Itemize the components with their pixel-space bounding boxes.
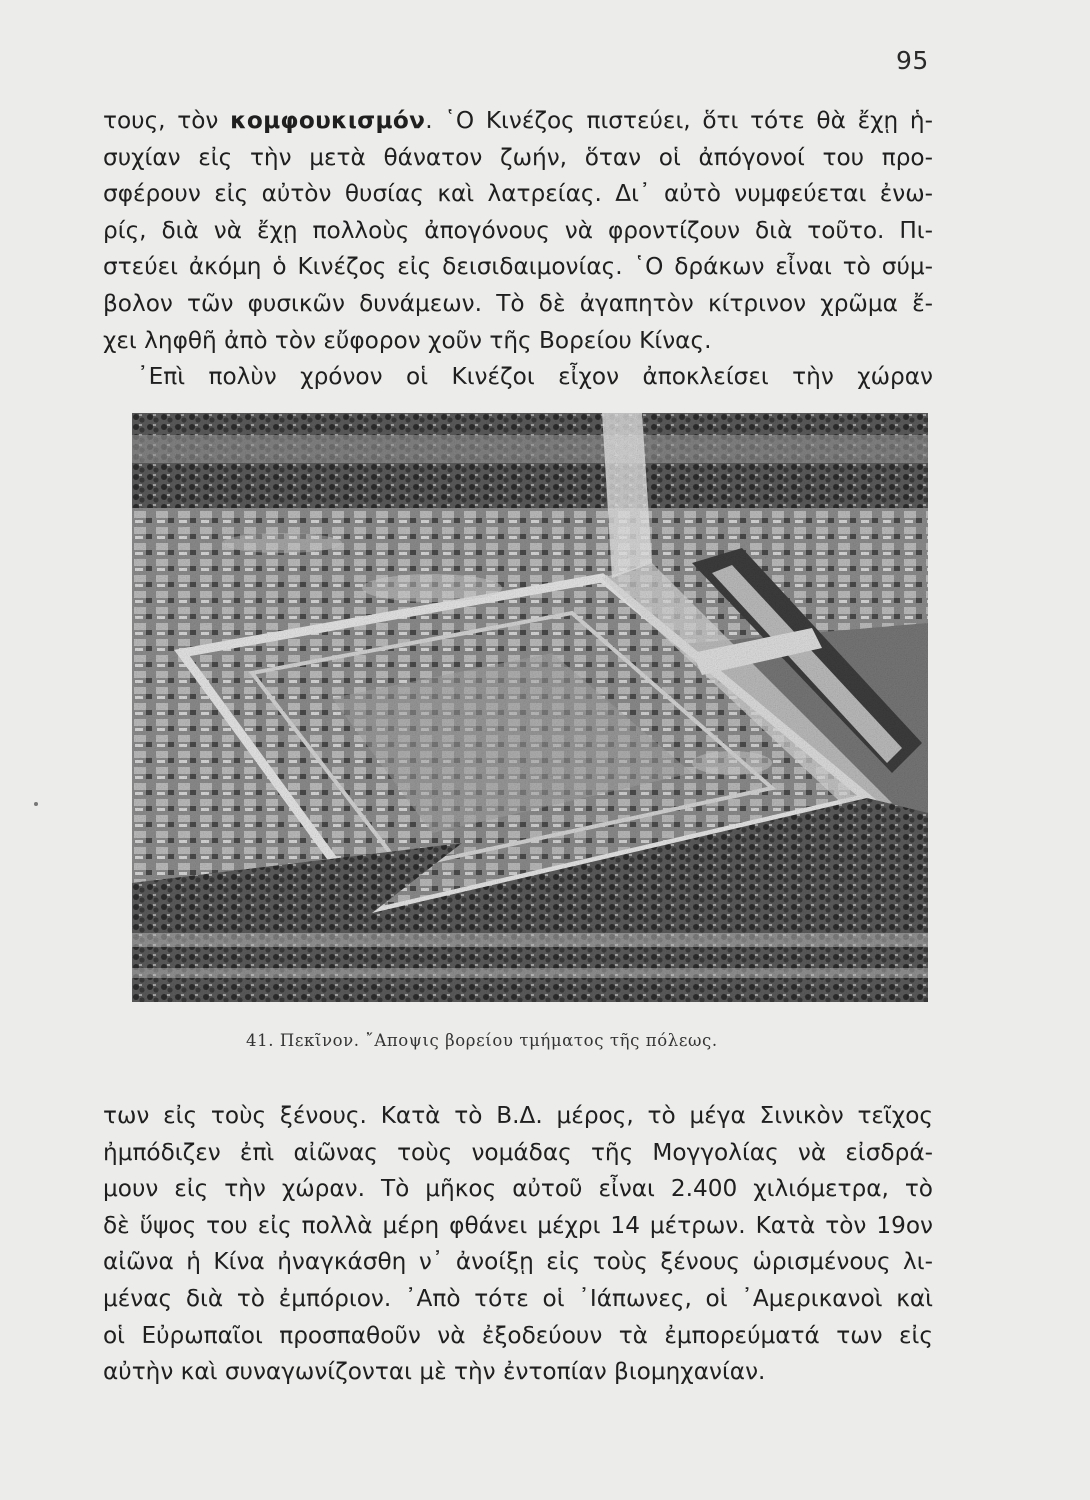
text-line bbox=[103, 103, 933, 140]
text-segment: τους, τὸν bbox=[103, 107, 231, 134]
text-line: ᾽Επὶ πολὺν χρόνον οἱ Κινέζοι εἶχον ἀποκλείσει τὴν χώραν bbox=[137, 363, 933, 391]
text-line: βολον τῶν φυσικῶν δυνάμεων. Τὸ δὲ ἀγαπητὸν κίτρινον χρῶμα ἔ- bbox=[103, 289, 933, 317]
aerial-photo-figure bbox=[132, 413, 928, 1002]
figure-caption: 41. Πεκῖνον. ῎Αποψις βορείου τμήματος τῆς πόλεως. bbox=[246, 1031, 718, 1050]
text-line: ἠμπόδιζεν ἐπὶ αἰῶνας τοὺς νομάδας τῆς Μογγολίας νὰ εἰσδρά- bbox=[103, 1138, 933, 1166]
text-line: αἰῶνα ἡ Κίνα ἠναγκάσθη ν᾽ ἀνοίξῃ εἰς τοὺς ξένους ὡρισμένους λι- bbox=[103, 1248, 933, 1276]
text-line: σφέρουν εἰς αὐτὸν θυσίας καὶ λατρείας. Δι᾽ αὐτὸ νυμφεύεται ἐνω- bbox=[103, 180, 933, 208]
text-line: αὐτὴν καὶ συναγωνίζονται μὲ τὴν ἐντοπίαν βιομηχανίαν. bbox=[103, 1358, 766, 1386]
text-line: μένας διὰ τὸ ἐμπόριον. ᾽Απὸ τότε οἱ ᾽Ιάπωνες, οἱ ᾽Αμερικανοὶ καὶ bbox=[103, 1284, 933, 1312]
text-line: δὲ ὕψος του εἰς πολλὰ μέρη φθάνει μέχρι 14 μέτρων. Κατὰ τὸν 19ον bbox=[103, 1211, 933, 1239]
text-line: στεύει ἀκόμη ὁ Κινέζος εἰς δεισιδαιμονίας. ῾Ο δράκων εἶναι τὸ σύμ- bbox=[103, 253, 933, 281]
bottom-paragraph bbox=[103, 1098, 933, 1391]
margin-speck bbox=[34, 802, 38, 806]
aerial-photo bbox=[132, 413, 928, 1002]
text-line: οἱ Εὐρωπαῖοι προσπαθοῦν νὰ ἐξοδεύουν τὰ ἐμπορεύματά των εἰς bbox=[103, 1321, 933, 1349]
top-paragraph bbox=[103, 103, 933, 396]
text-segment: . ῾Ο Κινέζος πιστεύει, ὅτι τότε θὰ ἔχῃ ἡ- bbox=[425, 107, 933, 134]
text-line: συχίαν εἰς τὴν μετὰ θάνατον ζωήν, ὅταν οἱ ἀπόγονοί του προ- bbox=[103, 143, 933, 171]
text-line: μουν εἰς τὴν χώραν. Τὸ μῆκος αὐτοῦ εἶναι 2.400 χιλιόμετρα, τὸ bbox=[103, 1175, 933, 1203]
bold-term: κομφουκισμόν bbox=[230, 107, 426, 134]
text-line: χει ληφθῆ ἀπὸ τὸν εὔφορον χοῦν τῆς Βορείου Κίνας. bbox=[103, 326, 712, 354]
text-line: των εἰς τοὺς ξένους. Κατὰ τὸ Β.Δ. μέρος, τὸ μέγα Σινικὸν τεῖχος bbox=[103, 1102, 933, 1129]
text-line: ρίς, διὰ νὰ ἔχῃ πολλοὺς ἀπογόνους νὰ φροντίζουν διὰ τοῦτο. Πι- bbox=[103, 216, 933, 244]
page-number: 95 bbox=[896, 46, 929, 75]
